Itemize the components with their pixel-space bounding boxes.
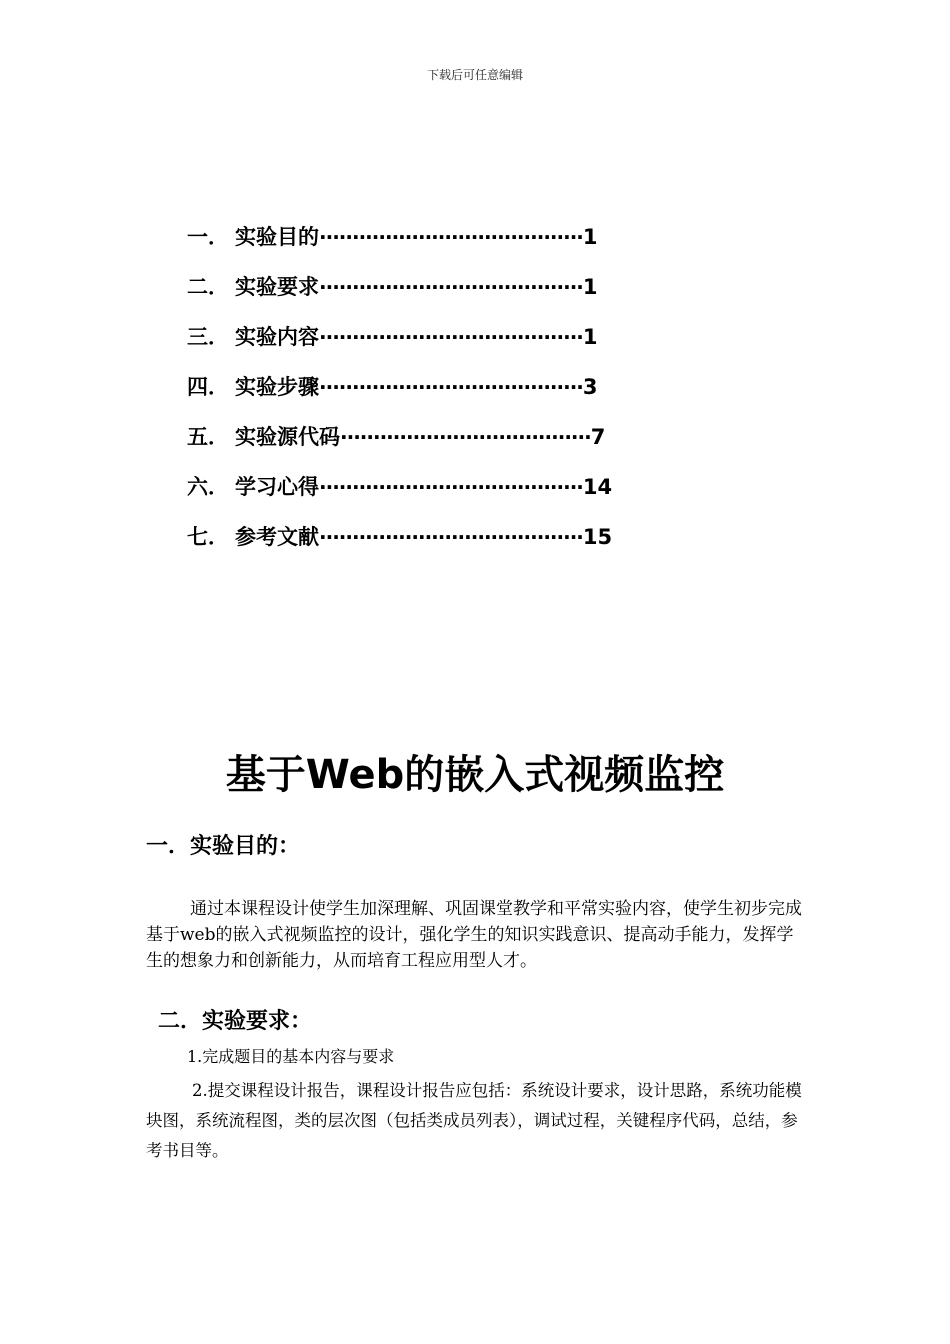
toc-number: 三． <box>187 325 229 349</box>
toc-leader-dots: ········································ <box>319 475 583 499</box>
toc-number: 一． <box>187 225 229 249</box>
section-heading-requirements: 二．实验要求： <box>158 1009 313 1034</box>
toc-leader-dots: ······································ <box>340 425 591 449</box>
toc-entry[interactable] <box>187 372 747 422</box>
toc-entry[interactable] <box>187 422 747 472</box>
toc-title: 实验源代码 <box>235 425 340 449</box>
toc-page-number: 3 <box>582 375 598 399</box>
toc-entry[interactable] <box>187 522 747 572</box>
toc-number: 五． <box>187 425 229 449</box>
toc-leader-dots: ········································ <box>319 275 583 299</box>
toc-page-number: 1 <box>582 275 598 299</box>
toc-title: 实验内容 <box>235 325 319 349</box>
toc-title: 实验步骤 <box>235 375 319 399</box>
toc-leader-dots: ········································ <box>319 525 583 549</box>
requirement-item-1: 1.完成题目的基本内容与要求 <box>187 1047 395 1066</box>
toc-number: 六． <box>187 475 229 499</box>
header-note: 下载后可任意编辑 <box>426 68 523 82</box>
toc-number: 二． <box>187 275 229 299</box>
toc-page-number: 15 <box>582 525 613 549</box>
requirement-item-2: 2.提交课程设计报告，课程设计报告应包括：系统设计要求，设计思路，系统功能模块图，系统流程图，类的层次图（包括类成员列表），调试过程，关键程序代码，总结，参考书目等。 <box>146 1081 802 1160</box>
toc-page-number: 7 <box>590 425 606 449</box>
toc-title: 参考文献 <box>235 525 319 549</box>
section-body-purpose: 通过本课程设计使学生加深理解、巩固课堂教学和平常实验内容，使学生初步完成基于web的嵌入式视频监控的设计，强化学生的知识实践意识、提高动手能力，发挥学生的想象力和创新能力，从而培育工程应用型人才。 <box>146 899 802 971</box>
toc-entry[interactable] <box>187 322 747 372</box>
toc-page-number: 1 <box>582 325 598 349</box>
toc-number: 七． <box>187 525 229 549</box>
section-heading-purpose: 一．实验目的： <box>146 834 301 859</box>
toc-leader-dots: ········································ <box>319 325 583 349</box>
toc-entry[interactable] <box>187 472 747 522</box>
toc-number: 四． <box>187 375 229 399</box>
toc-page-number: 1 <box>582 225 598 249</box>
toc-entry[interactable] <box>187 222 747 272</box>
toc-title: 实验要求 <box>235 275 319 299</box>
toc-title: 实验目的 <box>235 225 319 249</box>
toc-page-number: 14 <box>582 475 613 499</box>
toc-leader-dots: ········································ <box>319 225 583 249</box>
document-title: 基于Web的嵌入式视频监控 <box>225 752 725 798</box>
toc-title: 学习心得 <box>235 475 319 499</box>
toc-entry[interactable] <box>187 272 747 322</box>
table-of-contents <box>187 222 747 572</box>
toc-leader-dots: ········································ <box>319 375 583 399</box>
